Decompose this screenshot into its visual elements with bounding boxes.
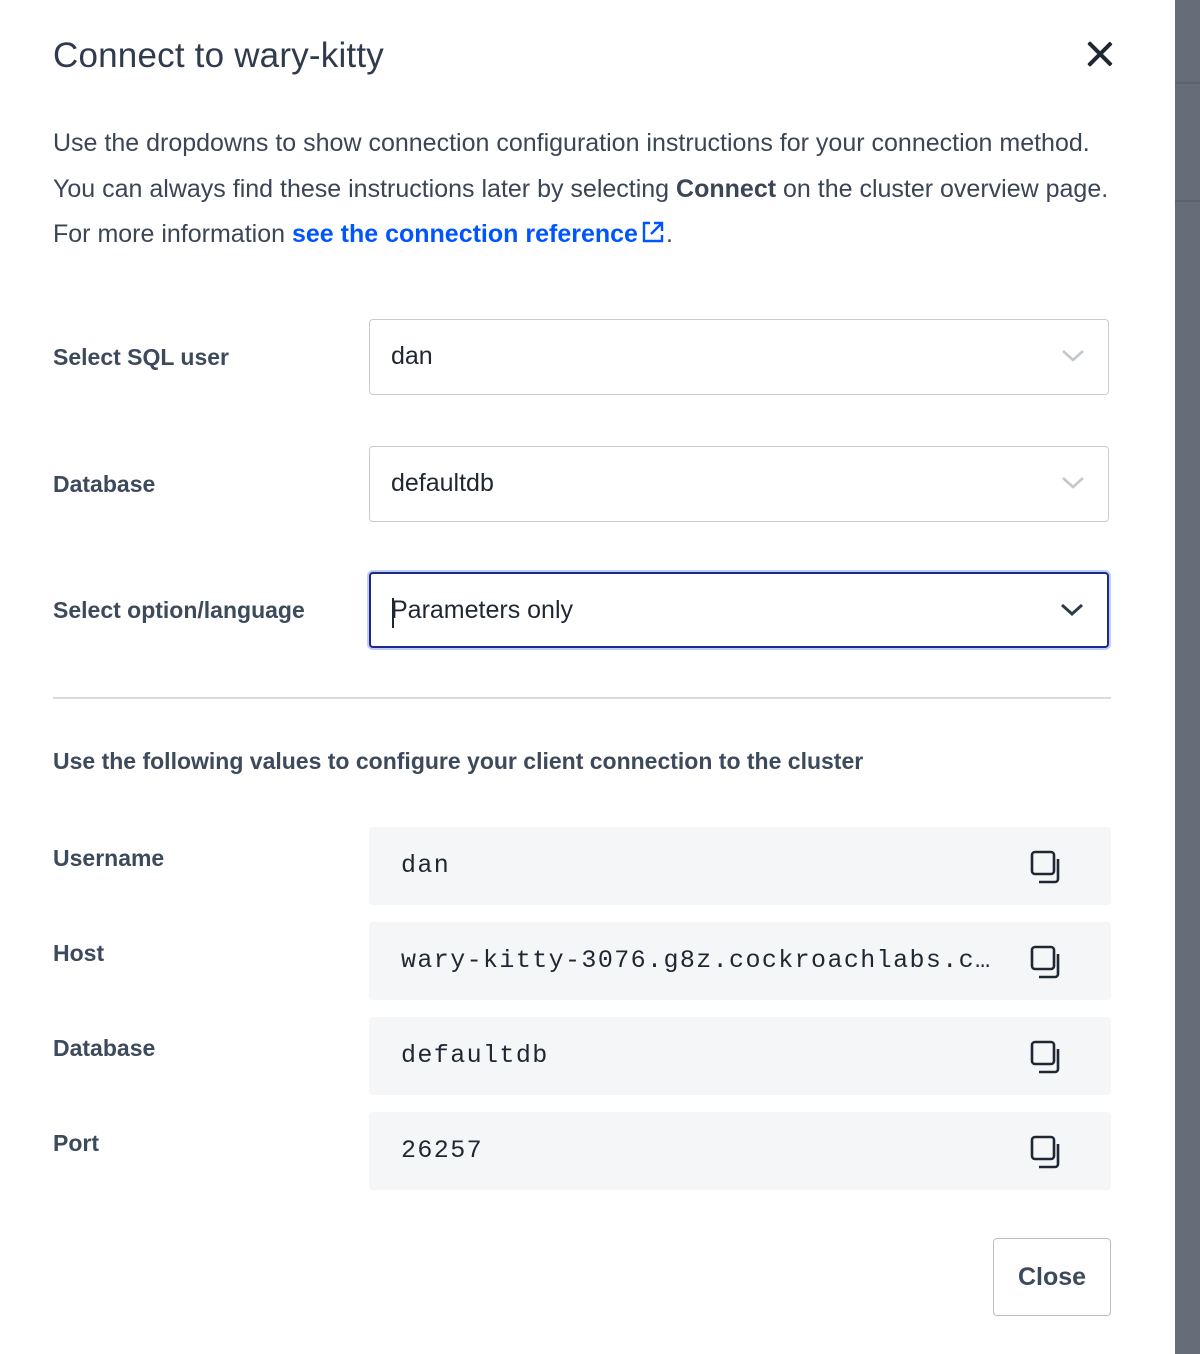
external-link-icon (640, 219, 666, 245)
intro-text-2: on the cluster overview page. For more information (53, 174, 1109, 248)
intro-period: . (665, 220, 673, 248)
intro-bold-connect: Connect (676, 174, 777, 203)
param-label-port: Port (53, 1130, 99, 1156)
close-button[interactable]: Close (993, 1238, 1111, 1316)
copy-icon[interactable] (1029, 849, 1065, 885)
dialog-title: Connect to wary-kitty (53, 36, 384, 75)
dialog-intro (53, 121, 1133, 258)
option-language-select[interactable] (369, 572, 1109, 648)
database-value: defaultdb (391, 469, 494, 497)
param-label-database: Database (53, 1035, 156, 1061)
database-label: Database (53, 471, 156, 497)
param-label-host: Host (53, 940, 105, 966)
param-value-port[interactable]: 26257 (401, 1136, 484, 1165)
connection-reference-link-label: see the connection reference (291, 220, 638, 248)
copy-icon[interactable] (1029, 944, 1065, 980)
connection-reference-link[interactable] (292, 220, 666, 248)
sql-user-value: dan (391, 342, 433, 370)
param-value-database[interactable]: defaultdb (401, 1041, 549, 1070)
option-language-value: Parameters only (391, 596, 574, 624)
option-language-label: Select option/language (53, 597, 305, 623)
chevron-down-icon (1060, 473, 1086, 493)
param-value-username[interactable]: dan (401, 851, 451, 880)
database-select[interactable] (369, 446, 1109, 522)
chevron-down-icon (1060, 346, 1086, 366)
section-divider (53, 697, 1111, 699)
param-port (369, 1112, 1111, 1190)
param-label-username: Username (53, 845, 165, 871)
page-backdrop (1175, 0, 1200, 1354)
chevron-down-icon (1059, 600, 1085, 620)
sql-user-select[interactable] (369, 319, 1109, 395)
params-subheading: Use the following values to configure your client connection to the cluster (53, 748, 864, 774)
sql-user-label: Select SQL user (53, 344, 229, 370)
intro-text: Use the dropdowns to show connection configuration instructions for your connection method. You can always find these instructions later by selecting (53, 129, 1090, 203)
param-username (369, 827, 1111, 905)
copy-icon[interactable] (1029, 1039, 1065, 1075)
param-host (369, 922, 1111, 1000)
param-value-host[interactable]: wary-kitty-3076.g8z.cockroachlabs.c… (401, 946, 992, 975)
close-icon[interactable] (1080, 34, 1120, 74)
backdrop-divider (1175, 82, 1200, 84)
param-database (369, 1017, 1111, 1095)
backdrop-divider (1175, 200, 1200, 202)
copy-icon[interactable] (1029, 1134, 1065, 1170)
